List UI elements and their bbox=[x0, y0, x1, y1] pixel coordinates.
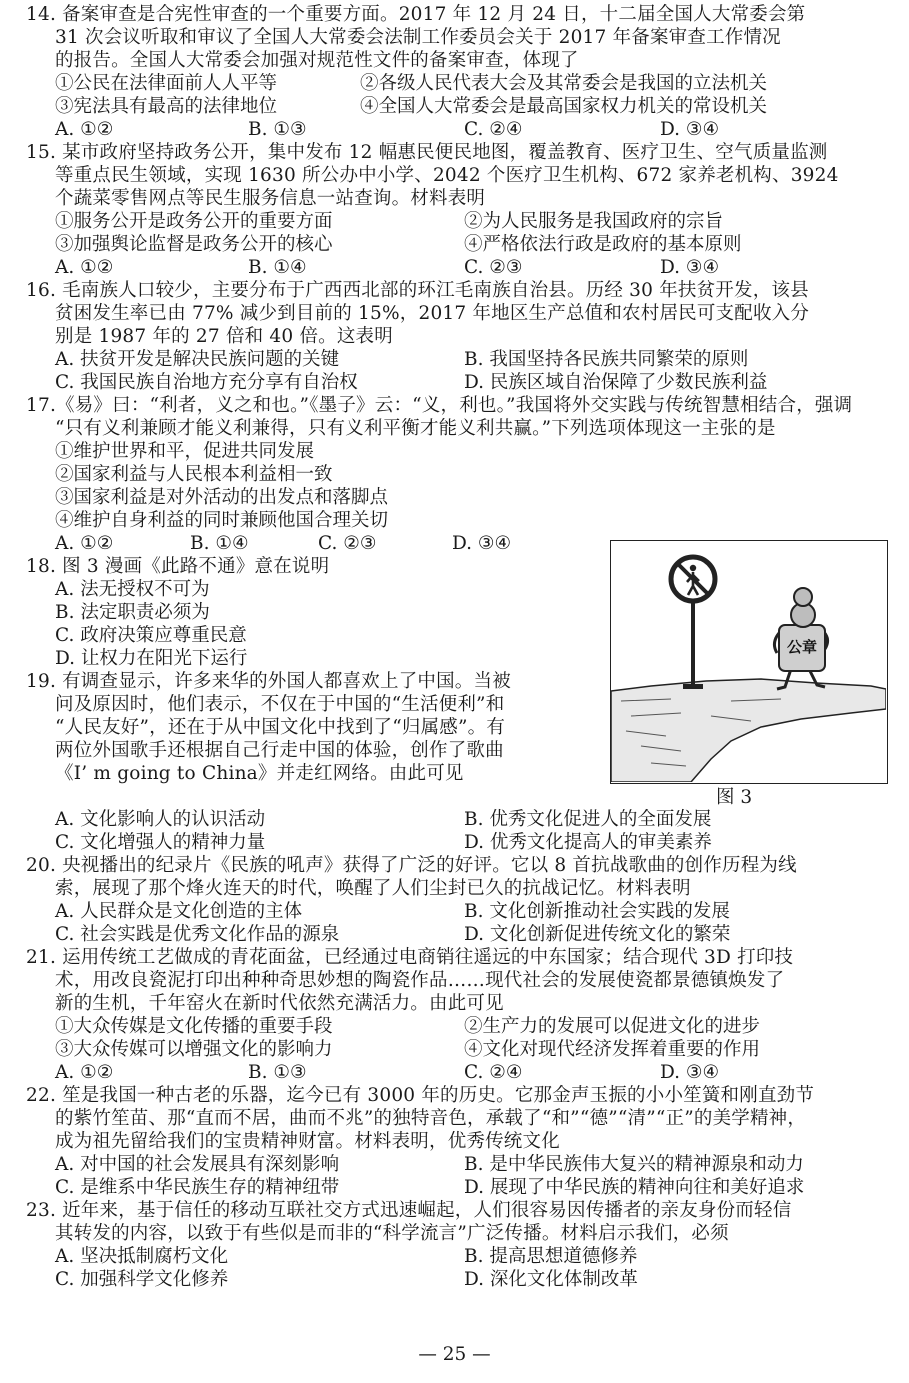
q20-stem-line2: 索，展现了那个烽火连天的时代，唤醒了人们尘封已久的抗战记忆。材料表明 bbox=[55, 878, 691, 899]
q16-option-c: C. 我国民族自治地方充分享有自治权 bbox=[55, 372, 358, 393]
q17-statement-1: ①维护世界和平，促进共同发展 bbox=[55, 441, 315, 462]
q15-statement-4: ④严格依法行政是政府的基本原则 bbox=[464, 234, 742, 255]
q14-statement-3: ③宪法具有最高的法律地位 bbox=[55, 96, 278, 117]
q23-option-b: B. 提高思想道德修养 bbox=[464, 1246, 638, 1267]
q17-option-d: D. ③④ bbox=[452, 533, 512, 554]
q14-stem-line1: 14. 备案审查是合宪性审查的一个重要方面。2017 年 12 月 24 日，十二届全国人大常委会第 bbox=[26, 4, 806, 25]
q14-statement-4: ④全国人大常委会是最高国家权力机关的常设机关 bbox=[360, 96, 768, 117]
q23-stem-line2: 其转发的内容，以致于有些似是而非的“科学流言”广泛传播。材料启示我们，必须 bbox=[55, 1223, 729, 1244]
q17-option-a: A. ①② bbox=[55, 533, 114, 554]
q19-option-d: D. 优秀文化提高人的审美素养 bbox=[464, 832, 712, 853]
q21-stem-line3: 新的生机，千年窑火在新时代依然充满活力。由此可见 bbox=[55, 993, 504, 1014]
q17-option-b: B. ①④ bbox=[190, 533, 249, 554]
q23-option-d: D. 深化文化体制改革 bbox=[464, 1269, 638, 1290]
q23-option-c: C. 加强科学文化修养 bbox=[55, 1269, 229, 1290]
q21-option-d: D. ③④ bbox=[660, 1062, 720, 1083]
q14-stem-line3: 的报告。全国人大常委会加强对规范性文件的备案审查，体现了 bbox=[55, 50, 579, 71]
q14-statement-1: ①公民在法律面前人人平等 bbox=[55, 73, 278, 94]
walking-seal-character bbox=[774, 588, 827, 689]
page-number: — 25 — bbox=[418, 1344, 491, 1365]
q22-stem-line2: 的紫竹笙苗、那“直而不居，曲而不兆”的独特音色，承载了“和”“德”“清”“正”的美学精神， bbox=[55, 1108, 807, 1129]
q16-option-b: B. 我国坚持各民族共同繁荣的原则 bbox=[464, 349, 749, 370]
q19-stem-line5: 《I’ m going to China》并走红网络。由此可见 bbox=[55, 763, 464, 784]
q18-option-a: A. 法无授权不可为 bbox=[55, 579, 210, 600]
q20-option-c: C. 社会实践是优秀文化作品的源泉 bbox=[55, 924, 340, 945]
q15-stem-line2: 等重点民生领域，实现 1630 所公办中小学、2042 个医疗卫生机构、672 家养老机构、3924 bbox=[55, 165, 839, 186]
q17-option-c: C. ②③ bbox=[318, 533, 377, 554]
q14-option-c: C. ②④ bbox=[464, 119, 523, 140]
q15-stem-line3: 个蔬菜零售网点等民生服务信息一站查询。材料表明 bbox=[55, 188, 486, 209]
q14-option-b: B. ①③ bbox=[248, 119, 307, 140]
q19-stem-line2: 问及原因时，他们表示，不仅在于中国的“生活便利”和 bbox=[55, 694, 505, 715]
q20-option-d: D. 文化创新促进传统文化的繁荣 bbox=[464, 924, 731, 945]
q14-stem-line2: 31 次会议听取和审议了全国人大常委会法制工作委员会关于 2017 年备案审查工作情况 bbox=[55, 27, 781, 48]
cliff-shape bbox=[611, 679, 886, 782]
q15-option-c: C. ②③ bbox=[464, 257, 523, 278]
q15-statement-2: ②为人民服务是我国政府的宗旨 bbox=[464, 211, 724, 232]
q21-stem-line1: 21. 运用传统工艺做成的青花面盆，已经通过电商销往遥远的中东国家；结合现代 3D 打印技 bbox=[26, 947, 794, 968]
sign-pole bbox=[691, 599, 695, 687]
q22-option-c: C. 是维系中华民族生存的精神纽带 bbox=[55, 1177, 340, 1198]
q22-stem-line3: 成为祖先留给我们的宝贵精神财富。材料表明，优秀传统文化 bbox=[55, 1131, 560, 1152]
q17-statement-3: ③国家利益是对外活动的出发点和落脚点 bbox=[55, 487, 389, 508]
q18-option-d: D. 让权力在阳光下运行 bbox=[55, 648, 248, 669]
q15-statement-1: ①服务公开是政务公开的重要方面 bbox=[55, 211, 333, 232]
q21-option-b: B. ①③ bbox=[248, 1062, 307, 1083]
q15-option-b: B. ①④ bbox=[248, 257, 307, 278]
q18-stem: 18. 图 3 漫画《此路不通》意在说明 bbox=[26, 556, 330, 577]
q21-statement-1: ①大众传媒是文化传播的重要手段 bbox=[55, 1016, 333, 1037]
q15-option-d: D. ③④ bbox=[660, 257, 720, 278]
q16-option-d: D. 民族区域自治保障了少数民族利益 bbox=[464, 372, 768, 393]
q14-statement-2: ②各级人民代表大会及其常委会是我国的立法机关 bbox=[360, 73, 768, 94]
sign-base bbox=[683, 684, 703, 689]
q21-statement-3: ③大众传媒可以增强文化的影响力 bbox=[55, 1039, 333, 1060]
q17-statement-4: ④维护自身利益的同时兼顾他国合理关切 bbox=[55, 510, 389, 531]
q16-option-a: A. 扶贫开发是解决民族问题的关键 bbox=[55, 349, 340, 370]
q15-statement-3: ③加强舆论监督是政务公开的核心 bbox=[55, 234, 333, 255]
q22-stem-line1: 22. 笙是我国一种古老的乐器，迄今已有 3000 年的历史。它那金声玉振的小小笙簧和刚直劲节 bbox=[26, 1085, 815, 1106]
q14-option-d: D. ③④ bbox=[660, 119, 720, 140]
q16-stem-line3: 别是 1987 年的 27 倍和 40 倍。这表明 bbox=[55, 326, 393, 347]
q17-stem-line1: 17.《易》曰：“利者，义之和也。”《墨子》云：“义，利也。”我国将外交实践与传统智慧相结合，强调 bbox=[26, 395, 853, 416]
q18-option-b: B. 法定职责必须为 bbox=[55, 602, 210, 623]
q18-option-c: C. 政府决策应尊重民意 bbox=[55, 625, 247, 646]
q20-option-a: A. 人民群众是文化创造的主体 bbox=[55, 901, 303, 922]
q21-option-a: A. ①② bbox=[55, 1062, 114, 1083]
q21-statement-4: ④文化对现代经济发挥着重要的作用 bbox=[464, 1039, 761, 1060]
q19-option-b: B. 优秀文化促进人的全面发展 bbox=[464, 809, 712, 830]
q15-stem-line1: 15. 某市政府坚持政务公开，集中发布 12 幅惠民便民地图，覆盖教育、医疗卫生、空气质量监测 bbox=[26, 142, 828, 163]
q20-option-b: B. 文化创新推动社会实践的发展 bbox=[464, 901, 730, 922]
q19-stem-line4: 两位外国歌手还根据自己行走中国的体验，创作了歌曲 bbox=[55, 740, 504, 761]
q21-stem-line2: 术，用改良瓷泥打印出种种奇思妙想的陶瓷作品……现代社会的发展使瓷都景德镇焕发了 bbox=[55, 970, 785, 991]
q17-statement-2: ②国家利益与人民根本利益相一致 bbox=[55, 464, 333, 485]
q23-stem-line1: 23. 近年来，基于信任的移动互联社交方式迅速崛起，人们很容易因传播者的亲友身份而轻信 bbox=[26, 1200, 792, 1221]
cartoon-illustration bbox=[611, 541, 886, 782]
q19-option-a: A. 文化影响人的认识活动 bbox=[55, 809, 266, 830]
q19-stem-line3: “人民友好”，还在于从中国文化中找到了“归属感”。有 bbox=[55, 717, 506, 738]
seal-label: 公章 bbox=[786, 638, 818, 656]
q15-option-a: A. ①② bbox=[55, 257, 114, 278]
q17-stem-line2: “只有义利兼顾才能义利兼得，只有义利平衡才能义利共赢。”下列选项体现这一主张的是 bbox=[55, 418, 776, 439]
q21-option-c: C. ②④ bbox=[464, 1062, 523, 1083]
no-pedestrian-sign-icon bbox=[671, 557, 715, 601]
q14-option-a: A. ①② bbox=[55, 119, 114, 140]
q22-option-a: A. 对中国的社会发展具有深刻影响 bbox=[55, 1154, 340, 1175]
q21-statement-2: ②生产力的发展可以促进文化的进步 bbox=[464, 1016, 761, 1037]
q16-stem-line2: 贫困发生率已由 77% 减少到目前的 15%，2017 年地区生产总值和农村居民可支配收入分 bbox=[55, 303, 810, 324]
q19-stem-line1: 19. 有调查显示，许多来华的外国人都喜欢上了中国。当被 bbox=[26, 671, 511, 692]
q23-option-a: A. 坚决抵制腐朽文化 bbox=[55, 1246, 229, 1267]
q20-stem-line1: 20. 央视播出的纪录片《民族的吼声》获得了广泛的好评。它以 8 首抗战歌曲的创作历程为线 bbox=[26, 855, 797, 876]
q19-option-c: C. 文化增强人的精神力量 bbox=[55, 832, 266, 853]
q16-stem-line1: 16. 毛南族人口较少，主要分布于广西西北部的环江毛南族自治县。历经 30 年扶贫开发，该县 bbox=[26, 280, 809, 301]
q22-option-d: D. 展现了中华民族的精神向往和美好追求 bbox=[464, 1177, 805, 1198]
q22-option-b: B. 是中华民族伟大复兴的精神源泉和动力 bbox=[464, 1154, 804, 1175]
cartoon-figure bbox=[610, 540, 888, 784]
figure-caption: 图 3 bbox=[716, 787, 753, 808]
